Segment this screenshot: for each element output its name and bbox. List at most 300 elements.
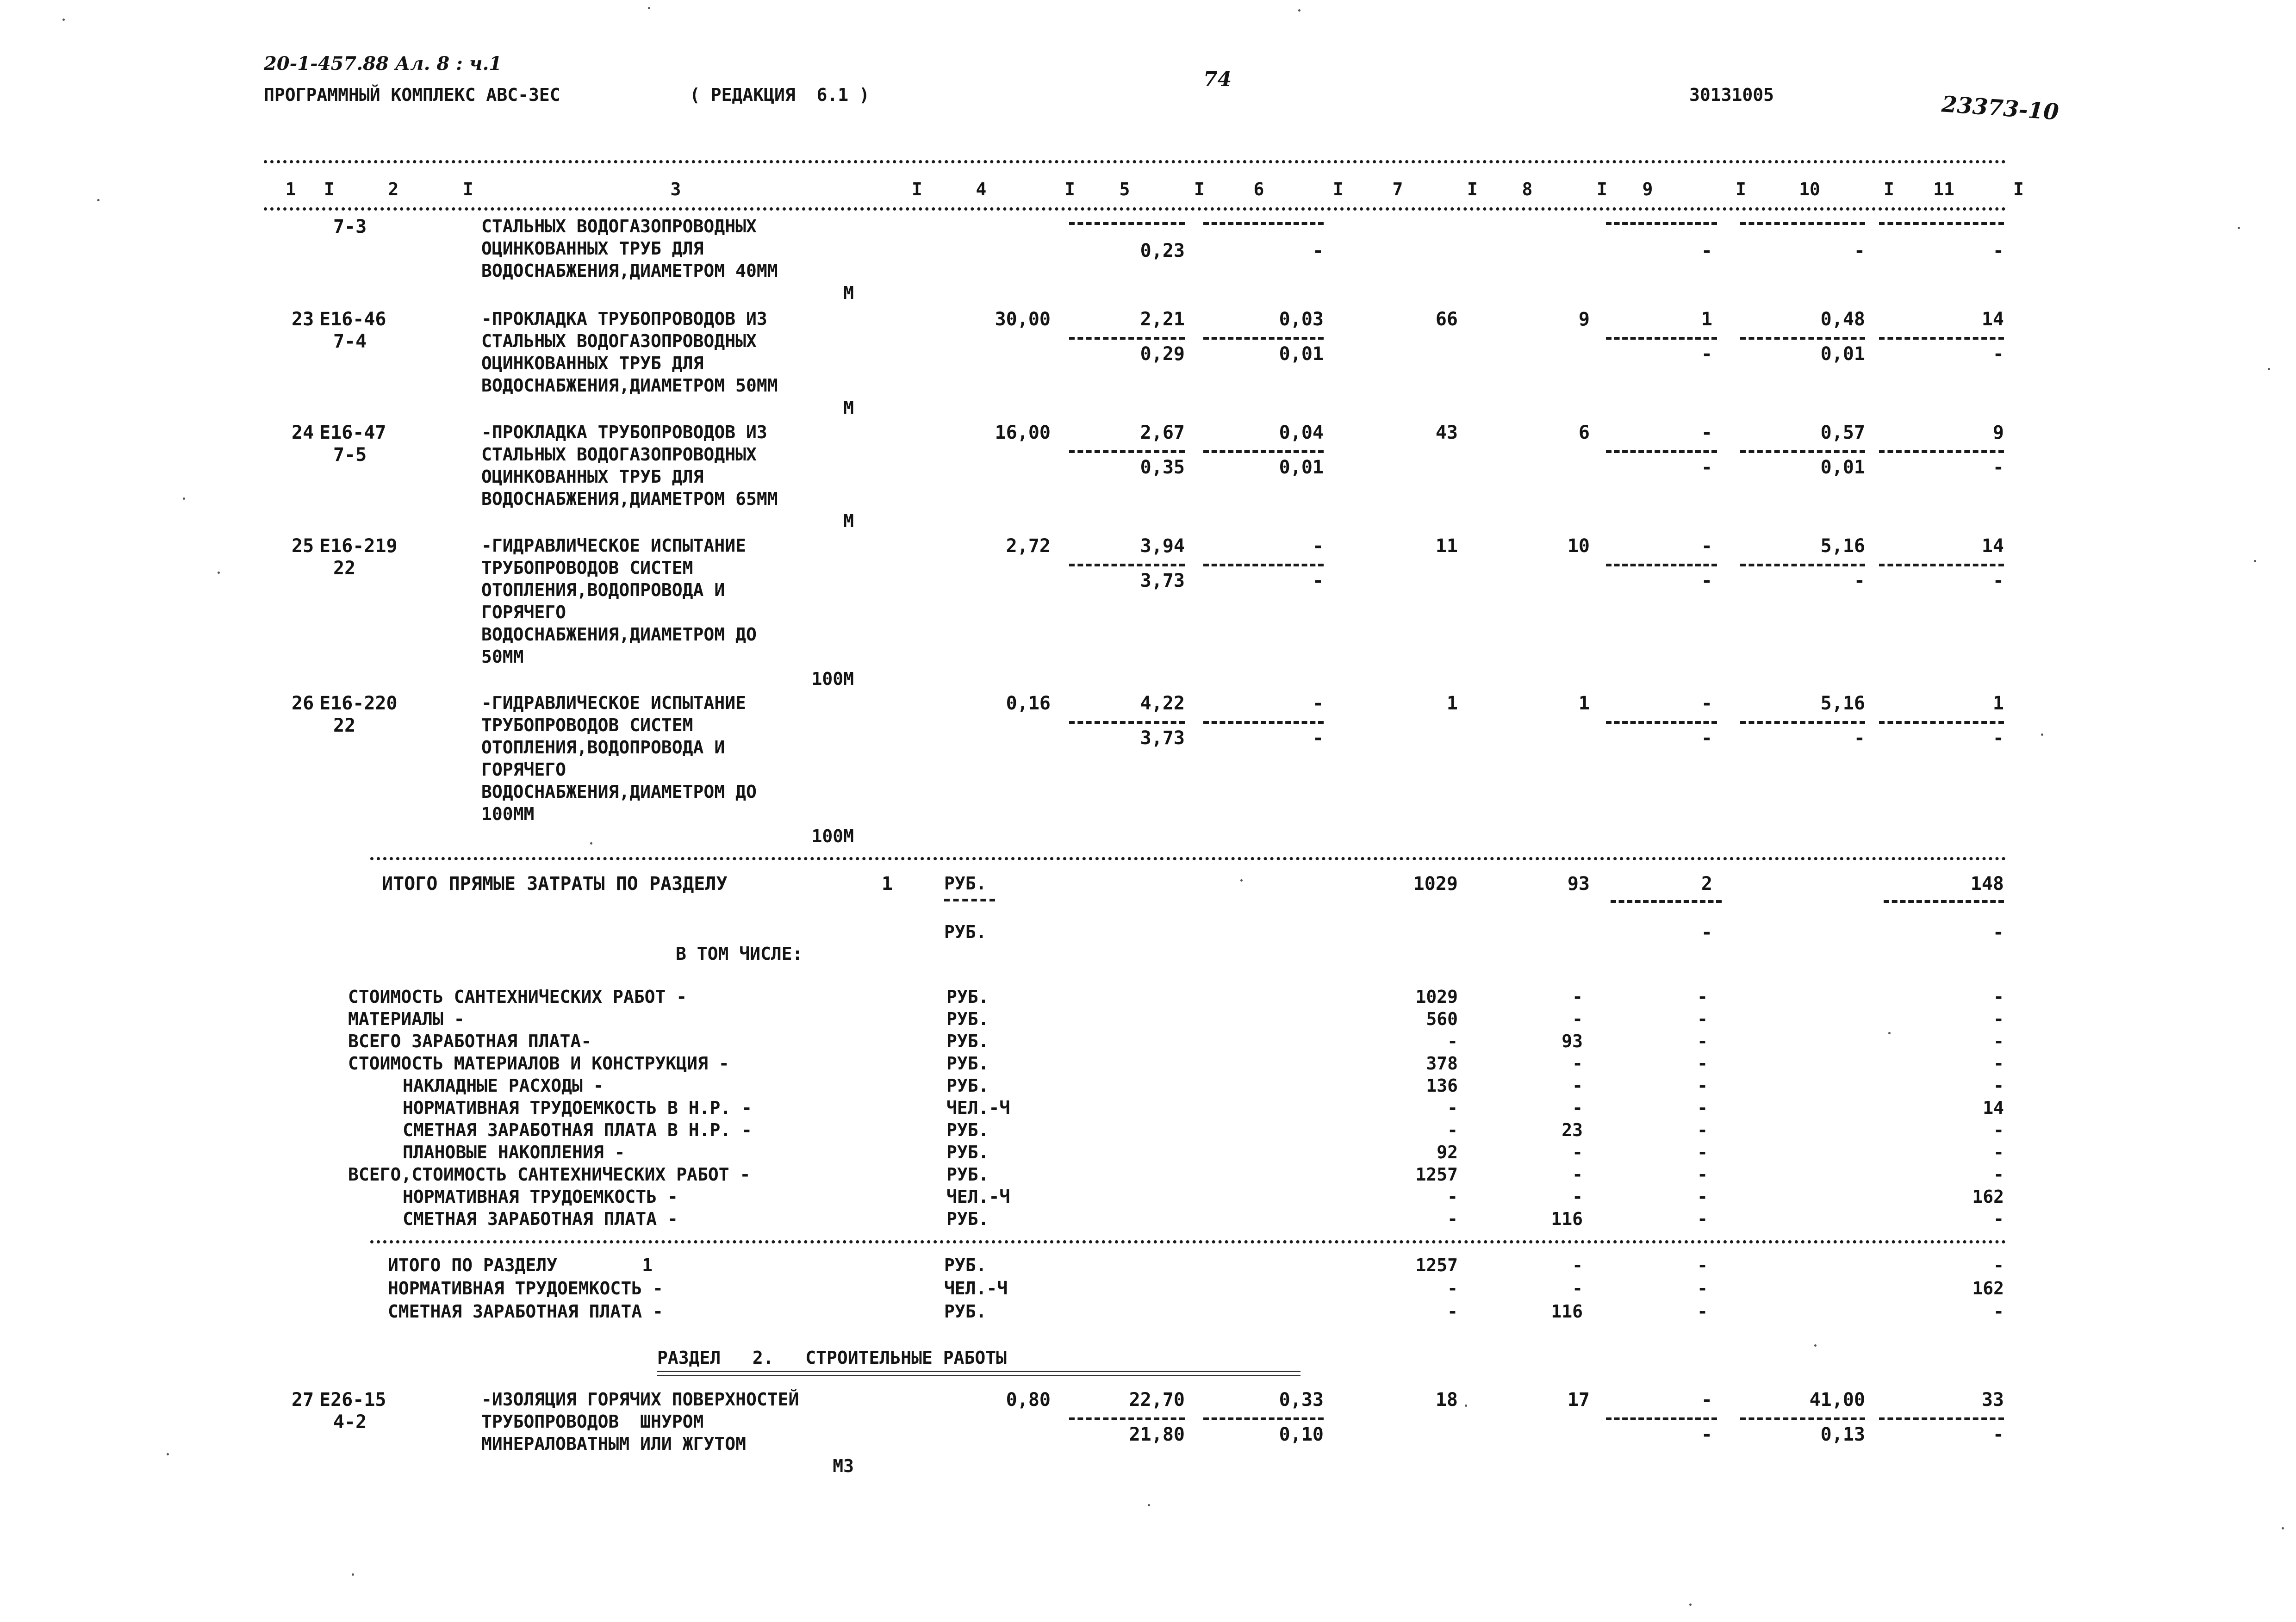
breakdown-unit: РУБ. bbox=[946, 1009, 989, 1029]
rate-code: Е16-220 bbox=[319, 693, 398, 714]
column-number: 11 bbox=[1933, 179, 1954, 199]
row-number: 24 bbox=[292, 422, 314, 443]
column-number: 8 bbox=[1522, 179, 1533, 199]
value-c6: 0,33 bbox=[1279, 1389, 1324, 1411]
breakdown-unit: РУБ. bbox=[946, 1120, 989, 1140]
breakdown-c8: - bbox=[1572, 1075, 1583, 1096]
value-c6b: - bbox=[1312, 570, 1324, 591]
value-c11: 9 bbox=[1992, 422, 2004, 443]
section-total-unit: ЧЕЛ.-Ч bbox=[944, 1278, 1008, 1299]
scan-speck bbox=[167, 1453, 169, 1455]
work-description: СТАЛЬНЫХ ВОДОГАЗОПРОВОДНЫХ bbox=[481, 444, 757, 465]
subtotal-rule-c10 bbox=[1740, 1417, 1865, 1420]
subtotal-rule-c5 bbox=[1069, 564, 1185, 566]
value-c11b: - bbox=[1992, 727, 2004, 749]
value-c10b: 0,01 bbox=[1820, 343, 1865, 365]
breakdown-c11: - bbox=[1993, 1031, 2004, 1051]
direct-total-c9: 2 bbox=[1701, 873, 1712, 895]
value-c7: 11 bbox=[1435, 535, 1458, 557]
breakdown-c11: - bbox=[1993, 1120, 2004, 1140]
value-c6: - bbox=[1312, 693, 1324, 714]
value-c10: 5,16 bbox=[1820, 693, 1865, 714]
value-c7: 1 bbox=[1446, 693, 1458, 714]
subtotal-rule-c11 bbox=[1879, 1417, 2004, 1420]
column-separator: I bbox=[324, 179, 335, 199]
breakdown-label: НОРМАТИВНАЯ ТРУДОЕМКОСТЬ В Н.Р. - bbox=[403, 1098, 752, 1118]
section-total-c8: 116 bbox=[1551, 1301, 1583, 1322]
value-c10: 0,57 bbox=[1820, 422, 1865, 443]
section-total-c9: - bbox=[1697, 1255, 1708, 1275]
breakdown-unit: РУБ. bbox=[946, 987, 989, 1007]
value-c5b: 0,23 bbox=[1140, 240, 1185, 261]
unit-of-measure: М3 bbox=[833, 1456, 854, 1476]
rate-code: Е16-219 bbox=[319, 535, 398, 557]
subtotal-rule-c5 bbox=[1069, 721, 1185, 724]
value-c9: 1 bbox=[1701, 309, 1712, 330]
scan-speck bbox=[2238, 227, 2240, 229]
breakdown-unit: РУБ. bbox=[946, 1031, 989, 1051]
section-total-c7: - bbox=[1447, 1301, 1458, 1322]
breakdown-c11: - bbox=[1993, 1053, 2004, 1074]
column-separator: I bbox=[2013, 179, 2024, 199]
section-total-label: НОРМАТИВНАЯ ТРУДОЕМКОСТЬ - bbox=[388, 1278, 663, 1299]
breakdown-c7: - bbox=[1447, 1031, 1458, 1051]
value-c8: 10 bbox=[1567, 535, 1590, 557]
section-rule bbox=[370, 857, 2006, 860]
value-c5: 2,21 bbox=[1140, 309, 1185, 330]
work-description: ГОРЯЧЕГО bbox=[481, 602, 566, 622]
scan-speck bbox=[218, 572, 220, 574]
value-c8: 6 bbox=[1578, 422, 1590, 443]
subtotal-rule-c5 bbox=[1069, 1417, 1185, 1420]
value-c10b: - bbox=[1854, 240, 1865, 261]
unit-of-measure: М bbox=[843, 511, 854, 531]
value-c6b: 0,01 bbox=[1279, 457, 1324, 478]
subtotal-rule-c6 bbox=[1203, 450, 1324, 453]
work-description: 100ММ bbox=[481, 804, 535, 824]
value-c4: 0,16 bbox=[1006, 693, 1051, 714]
breakdown-c9: - bbox=[1697, 1120, 1708, 1140]
scan-speck bbox=[1148, 1504, 1150, 1506]
table-top-rule bbox=[264, 160, 2006, 163]
section-total-c11: - bbox=[1993, 1255, 2004, 1275]
breakdown-label: НАКЛАДНЫЕ РАСХОДЫ - bbox=[403, 1075, 604, 1096]
breakdown-c9: - bbox=[1697, 1209, 1708, 1229]
rate-subcode: 7-4 bbox=[333, 331, 367, 352]
value-c6b: - bbox=[1312, 240, 1324, 261]
breakdown-c7: - bbox=[1447, 1120, 1458, 1140]
value-c5b: 3,73 bbox=[1140, 727, 1185, 749]
value-c7: 18 bbox=[1435, 1389, 1458, 1411]
subtotal-rule-c5 bbox=[1069, 222, 1185, 225]
breakdown-c8: - bbox=[1572, 987, 1583, 1007]
value-c11b: - bbox=[1992, 570, 2004, 591]
rate-code: Е26-15 bbox=[319, 1389, 386, 1411]
breakdown-unit: ЧЕЛ.-Ч bbox=[946, 1098, 1010, 1118]
column-separator: I bbox=[1064, 179, 1075, 199]
value-c4: 0,80 bbox=[1006, 1389, 1051, 1411]
section-total-c7: - bbox=[1447, 1278, 1458, 1299]
value-c11: 14 bbox=[1981, 535, 2004, 557]
value-c5: 3,94 bbox=[1140, 535, 1185, 557]
direct-total-c7: 1029 bbox=[1413, 873, 1458, 895]
column-separator: I bbox=[1194, 179, 1205, 199]
value-c11b: - bbox=[1992, 343, 2004, 365]
scan-speck bbox=[352, 1573, 354, 1576]
breakdown-unit: РУБ. bbox=[946, 1209, 989, 1229]
subtotal-rule-c10 bbox=[1740, 337, 1865, 340]
value-c10: 0,48 bbox=[1820, 309, 1865, 330]
scan-speck bbox=[2282, 1527, 2284, 1529]
breakdown-label: СМЕТНАЯ ЗАРАБОТНАЯ ПЛАТА - bbox=[403, 1209, 678, 1229]
column-header-rule bbox=[264, 207, 2006, 211]
value-c4: 2,72 bbox=[1006, 535, 1051, 557]
breakdown-unit: РУБ. bbox=[946, 1142, 989, 1162]
value-c4: 16,00 bbox=[995, 422, 1051, 443]
column-separator: I bbox=[1333, 179, 1344, 199]
scan-speck bbox=[2268, 368, 2270, 370]
value-c11b: - bbox=[1992, 1424, 2004, 1445]
breakdown-label: МАТЕРИАЛЫ - bbox=[348, 1009, 465, 1029]
breakdown-c9: - bbox=[1697, 1009, 1708, 1029]
value-c6: 0,03 bbox=[1279, 309, 1324, 330]
breakdown-c11: - bbox=[1993, 1209, 2004, 1229]
work-description: ОТОПЛЕНИЯ,ВОДОПРОВОДА И bbox=[481, 580, 725, 600]
unit-of-measure: 100М bbox=[811, 669, 854, 689]
breakdown-c11: - bbox=[1993, 1009, 2004, 1029]
work-description: ОТОПЛЕНИЯ,ВОДОПРОВОДА И bbox=[481, 737, 725, 758]
work-description: -ГИДРАВЛИЧЕСКОЕ ИСПЫТАНИЕ bbox=[481, 535, 746, 556]
work-description: ОЦИНКОВАННЫХ ТРУБ ДЛЯ bbox=[481, 353, 704, 373]
breakdown-c7: - bbox=[1447, 1098, 1458, 1118]
subtotal-rule-c6 bbox=[1203, 222, 1324, 225]
column-separator: I bbox=[1467, 179, 1478, 199]
breakdown-c8: - bbox=[1572, 1164, 1583, 1185]
value-c9: - bbox=[1701, 693, 1712, 714]
value-c10: 41,00 bbox=[1809, 1389, 1865, 1411]
subtotal-rule-c11 bbox=[1879, 721, 2004, 724]
value-c10b: 0,13 bbox=[1820, 1424, 1865, 1445]
subtotal-rule-c6 bbox=[1203, 1417, 1324, 1420]
breakdown-c9: - bbox=[1697, 1075, 1708, 1096]
value-c6: - bbox=[1312, 535, 1324, 557]
work-description: ТРУБОПРОВОДОВ СИСТЕМ bbox=[481, 715, 693, 735]
value-c10b: - bbox=[1854, 727, 1865, 749]
direct-total-label: ИТОГО ПРЯМЫЕ ЗАТРАТЫ ПО РАЗДЕЛУ bbox=[382, 873, 728, 895]
scan-speck bbox=[1814, 1344, 1817, 1347]
scan-speck bbox=[1298, 9, 1300, 12]
subtotal-rule-c6 bbox=[1203, 564, 1324, 566]
breakdown-c7: 1257 bbox=[1415, 1164, 1458, 1185]
section-total-c9: - bbox=[1697, 1278, 1708, 1299]
value-c6: 0,04 bbox=[1279, 422, 1324, 443]
direct-total-section: 1 bbox=[882, 873, 893, 895]
column-number: 5 bbox=[1119, 179, 1130, 199]
value-c9b: - bbox=[1701, 343, 1712, 365]
breakdown-c11: - bbox=[1993, 1142, 2004, 1162]
value-c5b: 0,35 bbox=[1140, 457, 1185, 478]
value-c5: 2,67 bbox=[1140, 422, 1185, 443]
breakdown-c8: - bbox=[1572, 1098, 1583, 1118]
value-c9b: - bbox=[1701, 727, 1712, 749]
breakdown-c7: 1029 bbox=[1415, 987, 1458, 1007]
section-title-underline bbox=[657, 1371, 1300, 1376]
subtotal-rule-c11 bbox=[1884, 900, 2004, 903]
value-c6b: 0,10 bbox=[1279, 1424, 1324, 1445]
breakdown-label: СТОИМОСТЬ МАТЕРИАЛОВ И КОНСТРУКЦИЯ - bbox=[348, 1053, 729, 1074]
direct-total-c11b: - bbox=[1992, 922, 2004, 943]
unit-of-measure: М bbox=[843, 283, 854, 303]
subtotal-rule-c11 bbox=[1879, 564, 2004, 566]
work-description: ОЦИНКОВАННЫХ ТРУБ ДЛЯ bbox=[481, 466, 704, 487]
subtotal-rule-c5 bbox=[1069, 337, 1185, 340]
breakdown-c11: - bbox=[1993, 1164, 2004, 1185]
breakdown-label: НОРМАТИВНАЯ ТРУДОЕМКОСТЬ - bbox=[403, 1187, 678, 1207]
subtotal-rule-c6 bbox=[1203, 337, 1324, 340]
breakdown-c7: 136 bbox=[1426, 1075, 1458, 1096]
rate-subcode: 7-3 bbox=[333, 216, 367, 237]
scan-speck bbox=[183, 497, 185, 500]
section-title: РАЗДЕЛ 2. СТРОИТЕЛЬНЫЕ РАБОТЫ bbox=[657, 1348, 1007, 1368]
value-c11b: - bbox=[1992, 240, 2004, 261]
value-c5b: 21,80 bbox=[1129, 1424, 1185, 1445]
value-c8: 1 bbox=[1578, 693, 1590, 714]
work-description: -ИЗОЛЯЦИЯ ГОРЯЧИХ ПОВЕРХНОСТЕЙ bbox=[481, 1389, 799, 1410]
work-description: -ГИДРАВЛИЧЕСКОЕ ИСПЫТАНИЕ bbox=[481, 693, 746, 713]
row-number: 26 bbox=[292, 693, 314, 714]
breakdown-c11: 14 bbox=[1983, 1098, 2004, 1118]
breakdown-c8: - bbox=[1572, 1142, 1583, 1162]
subtotal-rule-c9 bbox=[1606, 721, 1717, 724]
breakdown-c11: - bbox=[1993, 987, 2004, 1007]
breakdown-unit: ЧЕЛ.-Ч bbox=[946, 1187, 1010, 1207]
subtotal-rule-c11 bbox=[1879, 450, 2004, 453]
breakdown-c9: - bbox=[1697, 1031, 1708, 1051]
value-c5: 22,70 bbox=[1129, 1389, 1185, 1411]
column-separator: I bbox=[1597, 179, 1607, 199]
work-description: ТРУБОПРОВОДОВ ШНУРОМ bbox=[481, 1411, 704, 1432]
work-description: ВОДОСНАБЖЕНИЯ,ДИАМЕТРОМ 50ММ bbox=[481, 375, 778, 396]
scan-speck bbox=[648, 7, 650, 9]
subtotal-rule-c10 bbox=[1740, 450, 1865, 453]
subtotal-rule-c9 bbox=[1606, 337, 1717, 340]
subtotal-rule-c11 bbox=[1879, 337, 2004, 340]
value-c9: - bbox=[1701, 535, 1712, 557]
column-separator: I bbox=[1884, 179, 1894, 199]
section-total-c8: - bbox=[1572, 1255, 1583, 1275]
column-number: 9 bbox=[1642, 179, 1653, 199]
value-c9b: - bbox=[1701, 570, 1712, 591]
work-description: ВОДОСНАБЖЕНИЯ,ДИАМЕТРОМ 40ММ bbox=[481, 261, 778, 281]
section-total-label: ИТОГО ПО РАЗДЕЛУ 1 bbox=[388, 1255, 653, 1275]
value-c9b: - bbox=[1701, 457, 1712, 478]
section-total-c8: - bbox=[1572, 1278, 1583, 1299]
value-c10b: 0,01 bbox=[1820, 457, 1865, 478]
breakdown-unit: РУБ. bbox=[946, 1164, 989, 1185]
value-c7: 66 bbox=[1435, 309, 1458, 330]
value-c5b: 0,29 bbox=[1140, 343, 1185, 365]
breakdown-c8: - bbox=[1572, 1053, 1583, 1074]
work-description: МИНЕРАЛОВАТНЫМ ИЛИ ЖГУТОМ bbox=[481, 1434, 746, 1454]
including-label: В ТОМ ЧИСЛЕ: bbox=[676, 944, 803, 964]
breakdown-c7: 92 bbox=[1437, 1142, 1458, 1162]
work-description: 50ММ bbox=[481, 646, 524, 667]
value-c11b: - bbox=[1992, 457, 2004, 478]
value-c10: 5,16 bbox=[1820, 535, 1865, 557]
rate-code: Е16-46 bbox=[319, 309, 386, 330]
column-number: 1 bbox=[285, 179, 296, 199]
work-description: ОЦИНКОВАННЫХ ТРУБ ДЛЯ bbox=[481, 238, 704, 259]
breakdown-c9: - bbox=[1697, 1053, 1708, 1074]
value-c7: 43 bbox=[1435, 422, 1458, 443]
value-c9: - bbox=[1701, 422, 1712, 443]
column-separator: I bbox=[912, 179, 922, 199]
work-description: СТАЛЬНЫХ ВОДОГАЗОПРОВОДНЫХ bbox=[481, 331, 757, 351]
rate-subcode: 7-5 bbox=[333, 444, 367, 466]
work-description: СТАЛЬНЫХ ВОДОГАЗОПРОВОДНЫХ bbox=[481, 216, 757, 236]
subtotal-rule-c10 bbox=[1740, 222, 1865, 225]
direct-total-c8: 93 bbox=[1567, 873, 1590, 895]
scan-speck bbox=[62, 19, 65, 21]
value-c5: 4,22 bbox=[1140, 693, 1185, 714]
column-number: 4 bbox=[976, 179, 987, 199]
page-number: 74 bbox=[1203, 68, 1232, 91]
work-description: ВОДОСНАБЖЕНИЯ,ДИАМЕТРОМ ДО bbox=[481, 624, 757, 645]
scan-speck bbox=[1689, 1603, 1692, 1606]
value-c8: 17 bbox=[1567, 1389, 1590, 1411]
breakdown-unit: РУБ. bbox=[946, 1053, 989, 1074]
work-description: ТРУБОПРОВОДОВ СИСТЕМ bbox=[481, 558, 693, 578]
breakdown-c9: - bbox=[1697, 1187, 1708, 1207]
breakdown-c8: 23 bbox=[1562, 1120, 1583, 1140]
scan-speck bbox=[97, 199, 100, 201]
value-c9: - bbox=[1701, 1389, 1712, 1411]
subtotal-rule-c10 bbox=[1740, 564, 1865, 566]
program-edition: ( РЕДАКЦИЯ 6.1 ) bbox=[690, 85, 870, 105]
breakdown-label: ВСЕГО ЗАРАБОТНАЯ ПЛАТА- bbox=[348, 1031, 592, 1051]
breakdown-label: ВСЕГО,СТОИМОСТЬ САНТЕХНИЧЕСКИХ РАБОТ - bbox=[348, 1164, 751, 1185]
breakdown-c9: - bbox=[1697, 1142, 1708, 1162]
value-c9b: - bbox=[1701, 240, 1712, 261]
work-description: ГОРЯЧЕГО bbox=[481, 759, 566, 780]
value-c6b: - bbox=[1312, 727, 1324, 749]
section-total-c11: - bbox=[1993, 1301, 2004, 1322]
value-c11: 1 bbox=[1992, 693, 2004, 714]
breakdown-c8: 116 bbox=[1551, 1209, 1583, 1229]
subtotal-rule-c10 bbox=[1740, 721, 1865, 724]
subtotal-rule-c9 bbox=[1606, 564, 1717, 566]
column-separator: I bbox=[463, 179, 473, 199]
subtotal-rule-c11 bbox=[1879, 222, 2004, 225]
value-c9b: - bbox=[1701, 1424, 1712, 1445]
direct-total-unit: РУБ. bbox=[944, 873, 987, 894]
subtotal-rule-c5 bbox=[1069, 450, 1185, 453]
value-c6b: 0,01 bbox=[1279, 343, 1324, 365]
section-total-c11: 162 bbox=[1972, 1278, 2004, 1299]
breakdown-c7: - bbox=[1447, 1187, 1458, 1207]
document-reference: 20-1-457.88 Ал. 8 : ч.1 bbox=[264, 53, 502, 75]
direct-total-unit: РУБ. bbox=[944, 922, 987, 942]
section-total-c9: - bbox=[1697, 1301, 1708, 1322]
column-number: 6 bbox=[1253, 179, 1264, 199]
row-number: 25 bbox=[292, 535, 314, 557]
breakdown-c7: 378 bbox=[1426, 1053, 1458, 1074]
scan-speck bbox=[590, 842, 592, 845]
section-total-label: СМЕТНАЯ ЗАРАБОТНАЯ ПЛАТА - bbox=[388, 1301, 663, 1322]
value-c10b: - bbox=[1854, 570, 1865, 591]
sheet-reference: 23373-10 bbox=[1941, 91, 2060, 125]
scan-speck bbox=[1465, 1404, 1467, 1407]
rate-code: Е16-47 bbox=[319, 422, 386, 443]
breakdown-c8: - bbox=[1572, 1009, 1583, 1029]
direct-total-c11: 148 bbox=[1970, 873, 2004, 895]
value-c8: 9 bbox=[1578, 309, 1590, 330]
subtotal-rule-c9 bbox=[1611, 900, 1722, 903]
subtotal-rule-c9 bbox=[1606, 450, 1717, 453]
section-total-c7: 1257 bbox=[1415, 1255, 1458, 1275]
breakdown-c11: 162 bbox=[1972, 1187, 2004, 1207]
section-rule bbox=[370, 1240, 2006, 1243]
column-number: 3 bbox=[670, 179, 681, 199]
scan-speck bbox=[2254, 560, 2256, 562]
value-c4: 30,00 bbox=[995, 309, 1051, 330]
value-c11: 14 bbox=[1981, 309, 2004, 330]
estimate-code: 30131005 bbox=[1689, 85, 1774, 105]
row-number: 23 bbox=[292, 309, 314, 330]
breakdown-label: СМЕТНАЯ ЗАРАБОТНАЯ ПЛАТА В Н.Р. - bbox=[403, 1120, 752, 1140]
breakdown-c8: - bbox=[1572, 1187, 1583, 1207]
rate-subcode: 4-2 bbox=[333, 1411, 367, 1433]
work-description: -ПРОКЛАДКА ТРУБОПРОВОДОВ ИЗ bbox=[481, 309, 767, 329]
column-separator: I bbox=[1736, 179, 1746, 199]
column-number: 10 bbox=[1799, 179, 1820, 199]
scan-speck bbox=[2041, 733, 2043, 736]
breakdown-c9: - bbox=[1697, 1164, 1708, 1185]
column-number: 2 bbox=[388, 179, 399, 199]
breakdown-c9: - bbox=[1697, 987, 1708, 1007]
work-description: -ПРОКЛАДКА ТРУБОПРОВОДОВ ИЗ bbox=[481, 422, 767, 442]
breakdown-c8: 93 bbox=[1562, 1031, 1583, 1051]
program-name: ПРОГРАММНЫЙ КОМПЛЕКС АВС-3ЕС bbox=[264, 85, 560, 105]
unit-of-measure: М bbox=[843, 398, 854, 418]
breakdown-unit: РУБ. bbox=[946, 1075, 989, 1096]
breakdown-c9: - bbox=[1697, 1098, 1708, 1118]
row-number: 27 bbox=[292, 1389, 314, 1411]
scan-speck bbox=[1888, 1032, 1891, 1034]
work-description: ВОДОСНАБЖЕНИЯ,ДИАМЕТРОМ ДО bbox=[481, 782, 757, 802]
subtotal-rule-c6 bbox=[1203, 721, 1324, 724]
unit-of-measure: 100М bbox=[811, 826, 854, 846]
value-c11: 33 bbox=[1981, 1389, 2004, 1411]
rate-subcode: 22 bbox=[333, 715, 356, 736]
section-total-unit: РУБ. bbox=[944, 1255, 987, 1275]
value-c5b: 3,73 bbox=[1140, 570, 1185, 591]
direct-total-c9b: - bbox=[1701, 922, 1712, 943]
breakdown-c7: - bbox=[1447, 1209, 1458, 1229]
subtotal-rule-c9 bbox=[1606, 222, 1717, 225]
column-number: 7 bbox=[1392, 179, 1403, 199]
section-total-unit: РУБ. bbox=[944, 1301, 987, 1322]
work-description: ВОДОСНАБЖЕНИЯ,ДИАМЕТРОМ 65ММ bbox=[481, 489, 778, 509]
rate-subcode: 22 bbox=[333, 558, 356, 579]
breakdown-c7: 560 bbox=[1426, 1009, 1458, 1029]
breakdown-label: СТОИМОСТЬ САНТЕХНИЧЕСКИХ РАБОТ - bbox=[348, 987, 687, 1007]
breakdown-c11: - bbox=[1993, 1075, 2004, 1096]
subtotal-rule-c9 bbox=[1606, 1417, 1717, 1420]
scan-speck bbox=[1240, 879, 1243, 882]
unit-rule bbox=[944, 899, 995, 901]
breakdown-label: ПЛАНОВЫЕ НАКОПЛЕНИЯ - bbox=[403, 1142, 625, 1162]
